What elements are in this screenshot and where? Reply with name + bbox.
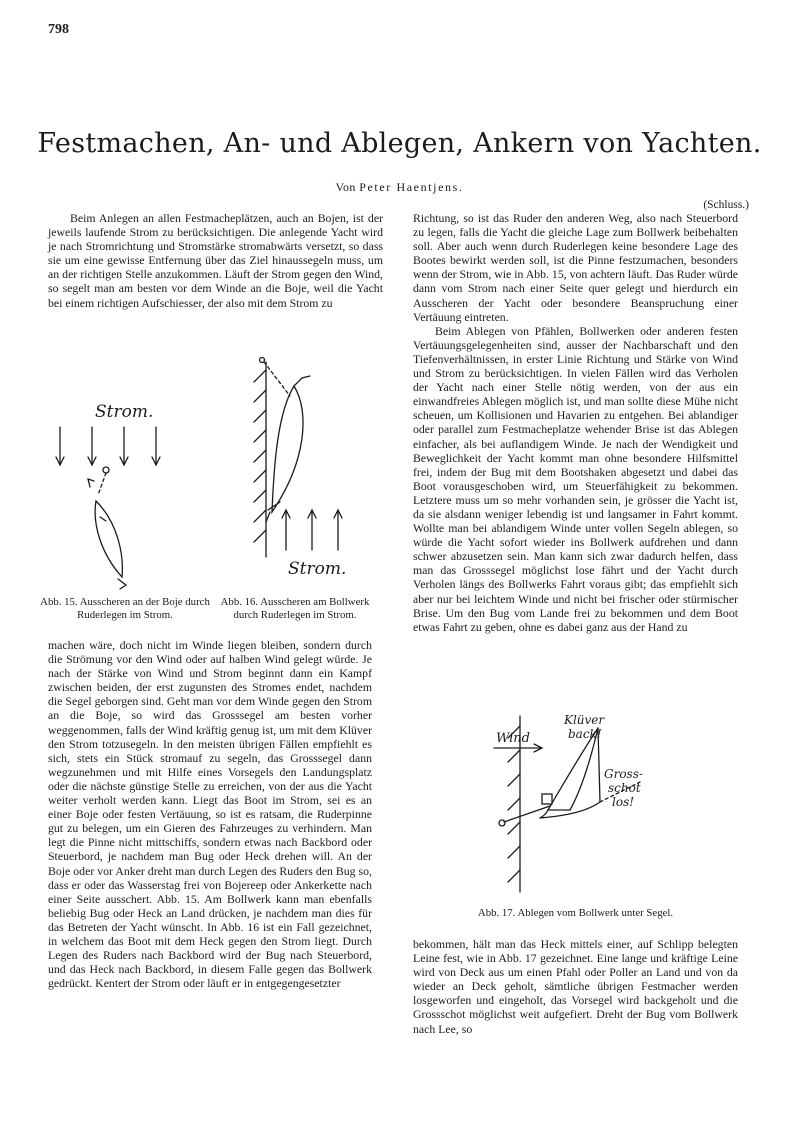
figure-17	[490, 712, 650, 902]
figure-17-gross-label-2: schot	[608, 781, 641, 795]
paragraph: Richtung, so ist das Ruder den anderen Weg, also nach Steuerbord zu legen, falls die Yacht die gleiche Lage zum Bollwerk beibehalten soll. Aber auch wenn durch Ruderlegen keine besondere Lage des Bootes bewirkt werden soll, ist die Pinne festzumachen, besonders wenn der Strom, wie in Abb. 15, von achtern läuft. Das Ruder würde dann vom Strom nach einer Seite quer gelegt und hierdurch ein Ausscheren der Yacht oder besondere Beanspruchung einer Vertäuung eintreten.	[413, 211, 738, 324]
mooring-line	[264, 362, 290, 396]
author-name: Peter Haentjens.	[359, 180, 464, 194]
paragraph: bekommen, hält man das Heck mittels einer, auf Schlipp belegten Leine fest, wie in Abb. 17 gezeichnet. Eine lange und kräftige Leine wird von Deck aus um einen Pfahl oder Poller an Land und von da wieder an Deck geholt, sämtliche übrigen Festmacher werden losgeworfen und eingeholt, das Vorsegel wird backgeholt und die Grossschot möglichst weit aufgefiert. Dreht der Bug vom Bollwerk nach Lee, so	[413, 937, 738, 1036]
text-column-right	[413, 211, 738, 634]
current-arrows	[56, 427, 160, 465]
author-prefix: Von	[335, 180, 356, 194]
text-column-bottom-left	[48, 638, 372, 990]
paragraph: machen wäre, doch nicht im Winde liegen bleiben, sondern durch die Strömung vor den Wind oder auf halben Wind gelegt würde. Je nach der Stärke von Wind und Strom beginnt dann ein Kampf zwischen beiden, der erst zugunsten des Stromes endet, nachdem die Segel geborgen sind. Geht man vor dem Winde gegen den Strom an die Boje, so wird das Grosssegel am besten vorher weggenommen, falls der Wind kräftig genug ist, um mit dem Klüver den Strom totzusegeln. In den meisten übrigen Fällen empfiehlt es sich, stets ein Stück stromauf zu segeln, das Grosssegel dann wegzunehmen und mit Hilfe eines Vorsegels den Landungsplatz oder die nächste günstige Stelle zu erreichen, von der aus die Yacht weiter verholt werden kann. Liegt das Boot im Strom, sei es an einer Boje oder festen Vertäuung, so ist es ratsam, die Ruderpinne gut zu belegen, um ein Gieren des Fahrzeuges zu verhindern. Man legt die Pinne nicht mittschiffs, sondern etwas nach Backbord oder Steuerbord, je nachdem man Bug oder Heck drehen will. An der Boje oder vor Anker dreht man durch Legen des Ruders den Bug so, dass er oder das Wasserstag frei von Bojereep oder Ankerkette nach einer Seite ausschert. Abb. 15. Am Bollwerk kann man ebenfalls beliebig Bug oder Heck an Land drücken, je nachdem man dies für das Betreten der Yacht wünscht. In Abb. 16 ist ein Fall gezeichnet, in welchem das Boot mit dem Heck gegen den Strom liegt. Durch Legen des Ruders nach Backbord wird der Bug nach Steuerbord, und das Heck nach Backbord, in diesem Falle gegen das Bollwerk gedrückt. Kentert der Strom oder läuft er in entgegengesetzter	[48, 638, 372, 991]
figure-17-caption: Abb. 17. Ablegen vom Bollwerk unter Segel.	[477, 907, 674, 919]
figure-15	[40, 395, 210, 595]
quay-hatching	[254, 370, 266, 542]
figure-16-label: Strom.	[288, 559, 347, 579]
article-title: Festmachen, An- und Ablegen, Ankern von Yachten.	[37, 128, 762, 159]
buoy-icon	[103, 467, 109, 473]
figure-15-label: Strom.	[95, 402, 154, 422]
figure-17-wind-label: Wind	[496, 731, 530, 746]
text-column-bottom-right	[413, 937, 738, 1036]
figure-17-gross-label-3: los!	[612, 795, 635, 809]
slip-line	[504, 806, 550, 822]
paragraph: Beim Ablegen von Pfählen, Bollwerken oder anderen festen Vertäuungsgelegenheiten sind, ausser der Nachbarschaft und den Tiefenverhältnissen, in erster Linie Richtung und Stärke von Wind und Strom zu berücksichtigen. In vielen Fällen wird das Verholen der Yacht nach einer Stelle nötig werden, von der aus ein einwandfreies Ablegen möglich ist, und man sollte diese Mühe nicht scheuen, um Kollisionen und Havarien zu entgehen. Bei ablandiger oder parallel zum Festmacheplatze wehender Brise ist das Ablegen einfacher, als bei auflandigem Winde. Je nach der Wendigkeit und Beweglichkeit der Yacht kommt man ohne besondere Hilfsmittel frei, indem der Bug mit dem Bootshaken abgesetzt und dabei das Boot vorausgeschoben wird, um Steuerfähigkeit zu bekommen. Letztere muss um so mehr vorhanden sein, je grösser die Yacht ist, da sie alsdann weniger lebendig ist und langsamer in Fahrt kommt. Wollte man bei ablandigem Winde unter vollen Segeln ablegen, so würde die Yacht sofort wieder ins Bollwerk aufdrehen und dann schwer abzusetzen sein. Man kann sich zwar dadurch helfen, dass man das Grosssegel möglichst lose fährt und der Yacht durch Verholen längs des Bollwerks Fahrt voraus gibt; das empfiehlt sich aber nur bei leichtem Winde und nicht bei frischer oder stürmischer Brise. Um den Bug vom Lande frei zu bekommen und dem Boot etwas Fahrt zu geben, ohne es dabei ganz aus der Hand zu	[413, 323, 738, 634]
figure-17-kluever-label-1: Klüver	[564, 713, 605, 727]
page-number: 798	[48, 22, 69, 37]
figure-17-gross-label-1: Gross-	[604, 767, 643, 781]
paragraph: Beim Anlegen an allen Festmacheplätzen, auch an Bojen, ist der jeweils laufende Strom zu berücksichtigen. Die anlegende Yacht wird je nach Stromrichtung und Stromstärke stromabwärts versetzt, so dass sie um eine gewisse Entfernung über das Ziel hinaussegeln muss, um an der richtigen Stelle anzukommen. Läuft der Strom gegen den Wind, so segelt man am besten vor dem Winde an die Boje, weil die Yacht bei einem richtigen Aufschiesser, der also mit dem Strom zu	[48, 211, 383, 310]
author-line	[0, 180, 799, 195]
tiller-icon	[542, 794, 552, 804]
figure-16-caption: Abb. 16. Ausscheren am Bollwerk durch Ruderlegen im Strom.	[220, 596, 370, 621]
figure-15-drawing	[40, 395, 210, 595]
yacht-hull-icon	[95, 501, 122, 577]
figure-17-kluever-label-2: back!	[568, 727, 602, 741]
figure-17-drawing	[490, 712, 650, 902]
yacht-hull-icon	[272, 386, 303, 512]
figure-16	[230, 352, 370, 592]
bollard-icon	[499, 820, 505, 826]
figure-15-caption: Abb. 15. Ausscheren an der Boje durch Ruderlegen im Strom.	[40, 596, 210, 621]
mooring-line	[98, 473, 106, 495]
figure-16-drawing	[230, 352, 370, 592]
continuation-note: (Schluss.)	[703, 199, 749, 211]
quay-hatching	[508, 726, 520, 882]
text-column-top-left	[48, 211, 383, 310]
current-arrows	[282, 510, 342, 550]
